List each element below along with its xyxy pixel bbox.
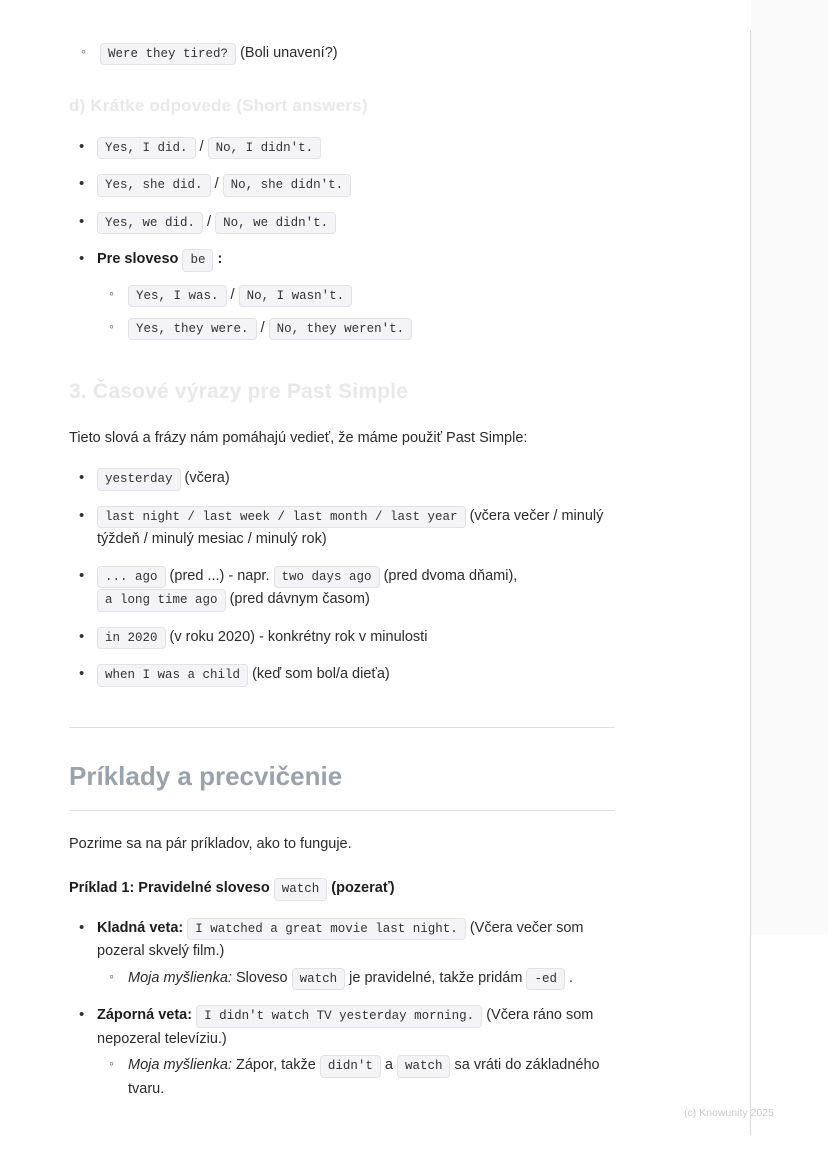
list-item [69,505,615,551]
be-short-answers-list [97,284,615,341]
code-chip-suffix: -ed [526,968,565,990]
list-item [97,317,615,340]
list-item [69,565,615,612]
separator: / [207,213,212,230]
code-chip: in 2020 [97,627,166,649]
example-1-heading [69,877,615,900]
code-chip: ... ago [97,566,166,588]
separator: / [199,138,204,155]
negative-note-list [97,1054,615,1100]
page-right-rule [750,30,751,1135]
translation-text: (keď som bol/a dieťa) [252,666,390,683]
list-item [69,173,615,196]
time-expressions-list [69,467,615,686]
code-chip-verb: watch [292,968,346,990]
code-chip: when I was a child [97,664,248,686]
note-text: Sloveso [235,969,288,986]
note-text-2: (pred dvoma dňami), [383,567,518,584]
code-chip: yesterday [97,468,181,490]
copyright-footer: (c) Knowunity 2025 [684,1107,774,1119]
page-title: Príklady a precvičenie [69,760,343,791]
heading-time-expressions: 3. Časové výrazy pre Past Simple [69,380,409,404]
time-expressions-intro: Tieto slová a frázy nám pomáhajú vedieť, že máme použiť Past Simple: [69,429,528,446]
code-chip-positive: Yes, I was. [128,285,227,307]
list-item-positive [69,917,615,990]
code-chip-sentence: I watched a great movie last night. [187,918,466,940]
list-item [69,42,615,65]
list-item [69,626,615,649]
note-text-end: sa vráti do základného tvaru. [128,1057,600,1097]
code-chip-negative: No, we didn't. [215,212,336,234]
example-1-translation: (pozerať) [331,880,395,897]
be-label: Pre sloveso [97,251,179,268]
short-answers-list [69,136,615,341]
list-item-be [69,248,615,340]
code-chip-positive: Yes, we did. [97,212,203,234]
code-chip-negative: No, I didn't. [208,137,322,159]
code-chip-positive: Yes, they were. [128,318,257,340]
code-chip: last night / last week / last month / last year [97,506,466,528]
list-item [97,284,615,307]
code-chip: Were they tired? [100,43,236,65]
be-colon: : [217,251,223,268]
note-label: Moja myšlienka: [128,969,232,986]
top-partial-list [69,42,615,65]
note-text-end: . [569,969,574,986]
positive-sentence-label: Kladná veta: [97,919,184,936]
list-item [69,136,615,159]
translation-text: (Včera večer som pozeral skvelý film.) [97,919,584,960]
negative-sentence-label: Záporná veta: [97,1007,193,1024]
heading-short-answers: d) Krátke odpovede (Short answers) [69,96,368,116]
note-text: (pred ...) - napr. [169,567,270,584]
code-chip-verb: watch [274,878,328,900]
translation-text: (v roku 2020) - konkrétny rok v minulosti [169,628,428,645]
code-chip-2: two days ago [274,566,380,588]
list-item-note [97,1054,615,1100]
list-item-note [97,967,615,990]
code-chip-didnt: didn't [320,1055,381,1077]
scroll-gutter-shade [751,0,828,935]
list-item [69,663,615,686]
examples-intro: Pozrime sa na pár príkladov, ako to funguje. [69,835,352,852]
separator: / [260,319,265,336]
code-chip-sentence: I didn't watch TV yesterday morning. [196,1005,482,1027]
list-item [69,467,615,490]
translation-text: (Boli unavení?) [240,45,338,61]
list-item-negative [69,1004,615,1100]
note-label: Moja myšlienka: [128,1057,232,1074]
code-chip-negative: No, I wasn't. [239,285,353,307]
example-1-list [69,917,615,1100]
note-text: Zápor, takže [235,1057,316,1074]
code-chip-positive: Yes, I did. [97,137,196,159]
translation-text: (pred dávnym časom) [229,591,370,608]
note-text-2: je pravidelné, takže pridám [349,969,523,986]
code-chip-be: be [182,249,213,271]
document-content [69,0,615,1114]
separator: / [214,176,219,193]
translation-text: (včera večer / minulý týždeň / minulý mesiac / minulý rok) [97,507,604,548]
translation-text: (včera) [184,470,230,487]
note-text-2: a [384,1057,393,1074]
code-chip-negative: No, they weren't. [269,318,413,340]
code-chip-verb: watch [397,1055,451,1077]
code-chip-positive: Yes, she did. [97,174,211,196]
example-1-label: Príklad 1: Pravidelné sloveso [69,880,270,897]
separator: / [230,286,235,303]
code-chip-negative: No, she didn't. [223,174,352,196]
positive-note-list [97,967,615,990]
list-item [69,211,615,234]
code-chip-3: a long time ago [97,589,226,611]
translation-text: (Včera ráno som nepozeral televíziu.) [97,1007,594,1047]
